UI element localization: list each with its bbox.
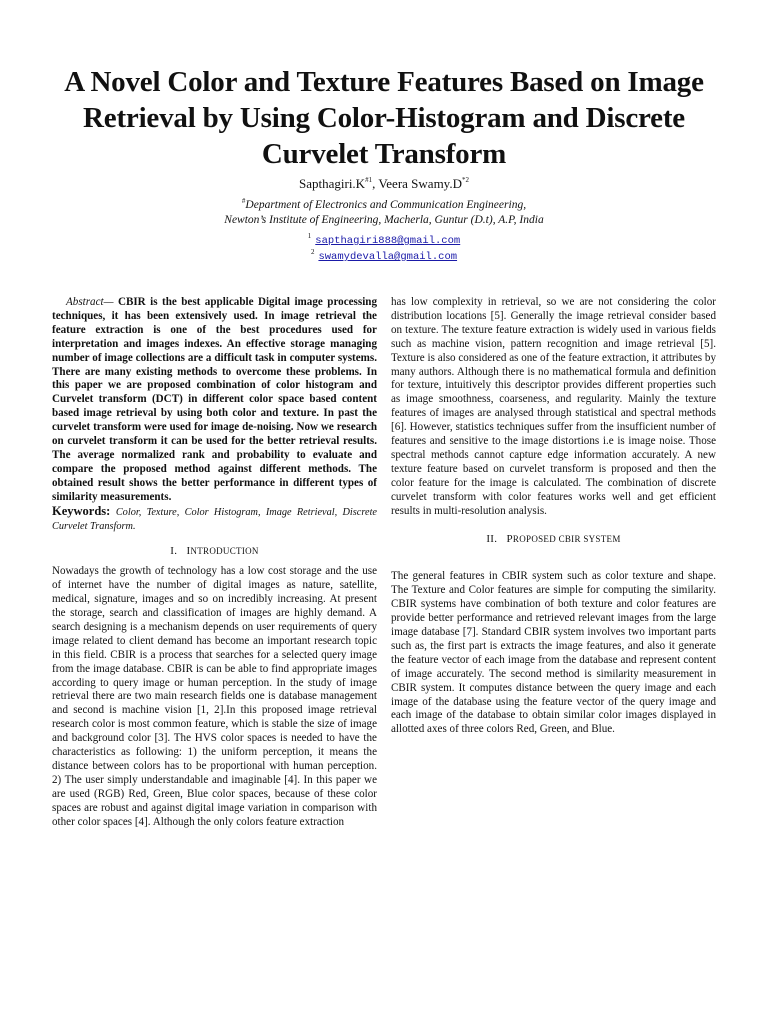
section-2-gap bbox=[391, 552, 716, 570]
affiliation-department: Department of Electronics and Communication Engineering, bbox=[245, 199, 527, 211]
keywords-text: Color, Texture, Color Histogram, Image Retrieval, Discrete Curvelet Transform. bbox=[52, 506, 377, 532]
email-2-link[interactable]: swamydevalla@gmail.com bbox=[318, 251, 458, 263]
affiliation-marker: # bbox=[241, 197, 246, 205]
right-column bbox=[391, 296, 716, 737]
section-2-heading bbox=[391, 533, 716, 547]
author-1-marker: #1 bbox=[365, 176, 373, 184]
email-2-marker: 2 bbox=[310, 248, 315, 256]
author-2-marker: *2 bbox=[461, 176, 469, 184]
author-line bbox=[40, 172, 728, 192]
keywords-label: Keywords: bbox=[52, 503, 111, 518]
section-1-body: Nowadays the growth of technology has a low cost storage and the use of internet have the number of digital images as nature, satellite, medical, signature, images and so on incredibly increasing. At present the storage, search and classification of images are highly demand. A search designing is a mechanism depends on user requirements of query image related to client demand has become an important research topic in this field. CBIR is a process that searches for a selected query image from the image database. CBIR is can be able to find appropriate images according to query image or human perception. In the study of image retrieval there are two main research fields one is database management and second is machine vision [1, 2].In this proposed image retrieval research color is most common feature, which is stable the size of image and background color [3]. The HVS color spaces is needed to have the characteristics as following: 1) the uniform perception, it means the distance between colors has to be proportional with human perception. 2) The user simply understandable and imaginable [4]. In this paper we are used (RGB) Red, Green, Blue color spaces, because of these color spaces are robust and against digital image variation in comparison with other color spaces [4]. Although the only colors feature extraction bbox=[52, 565, 377, 828]
abstract-label: Abstract— bbox=[66, 296, 114, 308]
affiliation-line-2: Newton’s Institute of Engineering, Macherla, Guntur (D.t), A.P, India bbox=[224, 214, 544, 226]
paper-title: A Novel Color and Texture Features Based on Image Retrieval by Using Color-Histogram and Discrete Curvelet Transform bbox=[64, 66, 704, 170]
affiliation-line-1 bbox=[40, 194, 728, 213]
keywords-paragraph bbox=[52, 505, 377, 534]
section-2-title-rest: ROPOSED CBIR SYSTEM bbox=[512, 533, 621, 544]
abstract-text: CBIR is the best applicable Digital image processing techniques, it has been extensively used. In image retrieval the feature extraction is one of the best procedures used for interpretation and images indexes. An effective storage managing number of image collections are a difficult task in computer systems. There are many existing methods to overcome these problems. In this paper we are proposed combination of color histogram and Curvelet transform (DCT) in different color space based content based image retrieval by using both color and texture. In past the curvelet transform were used for image de-noising. Now we research on curvelet transform it can be used for the better retrieval results. The average normalized rank and probability to evaluate and compare the proposed method against different methods. The obtained result shows the better performance in different types of similarity measurements. bbox=[52, 296, 377, 503]
section-1-continuation: has low complexity in retrieval, so we are not considering the color distribution locations [5]. Generally the image retrieval consider based on texture. The texture feature extraction is widely used in various fields such as machine vision, pattern recognition and image retrieval [5]. Texture is also considered as one of the feature extraction, it attributes by many authors. Although there is no mathematical formula and definition for texture, intuitively this descriptor provides different properties such as image smoothness, coarseness, and regularity. Mainly the texture features of images are analysed through statistical and spectral methods [6]. However, statistics techniques suffer from the insufficient number of features and sensitive to the image distortions i.e is image noise. Those spectral methods cannot capture edge information accurately. A new texture feature based on curvelet transform is proposed and then the color feature for the image is calculated. The combination of discrete curvelet transform with color features works well and get efficient results in multi-resolution analysis. bbox=[391, 296, 716, 517]
left-column bbox=[52, 296, 377, 830]
section-2-body: The general features in CBIR system such as color texture and shape. The Texture and Color features are simple for computing the similarity. CBIR systems have combination of both texture and color features are provide better performance and retrieved relevant images from the large image database [7]. Standard CBIR system involves two important parts such as, the first part is extracts the image features, and also it generate the feature vector of each image from the database and represent content of image accurately. The second method is similarity measurement in CBIR system. It computes distance between the query image and each image of the database using the feature vector of the query image and each image of the database to obtain similar color images displayed in allotted axes of three colors Red, Green, and Blue. bbox=[391, 570, 716, 736]
email-1-link[interactable]: sapthagiri888@gmail.com bbox=[315, 235, 461, 247]
section-1-heading bbox=[52, 545, 377, 559]
section-1-title-rest: NTRODUCTION bbox=[190, 546, 259, 557]
section-1-title-initial: I bbox=[186, 545, 191, 558]
author-separator: , bbox=[372, 176, 379, 191]
section-1-number: I. bbox=[170, 545, 178, 558]
section-2-number: II. bbox=[486, 532, 498, 545]
abstract-paragraph bbox=[52, 296, 377, 505]
author-1-name: Sapthagiri.K bbox=[299, 176, 366, 191]
section-2-title-initial: P bbox=[506, 532, 513, 545]
email-1-marker: 1 bbox=[307, 232, 312, 240]
author-2-name: Veera Swamy.D bbox=[378, 176, 462, 191]
email-line-2 bbox=[40, 245, 728, 265]
